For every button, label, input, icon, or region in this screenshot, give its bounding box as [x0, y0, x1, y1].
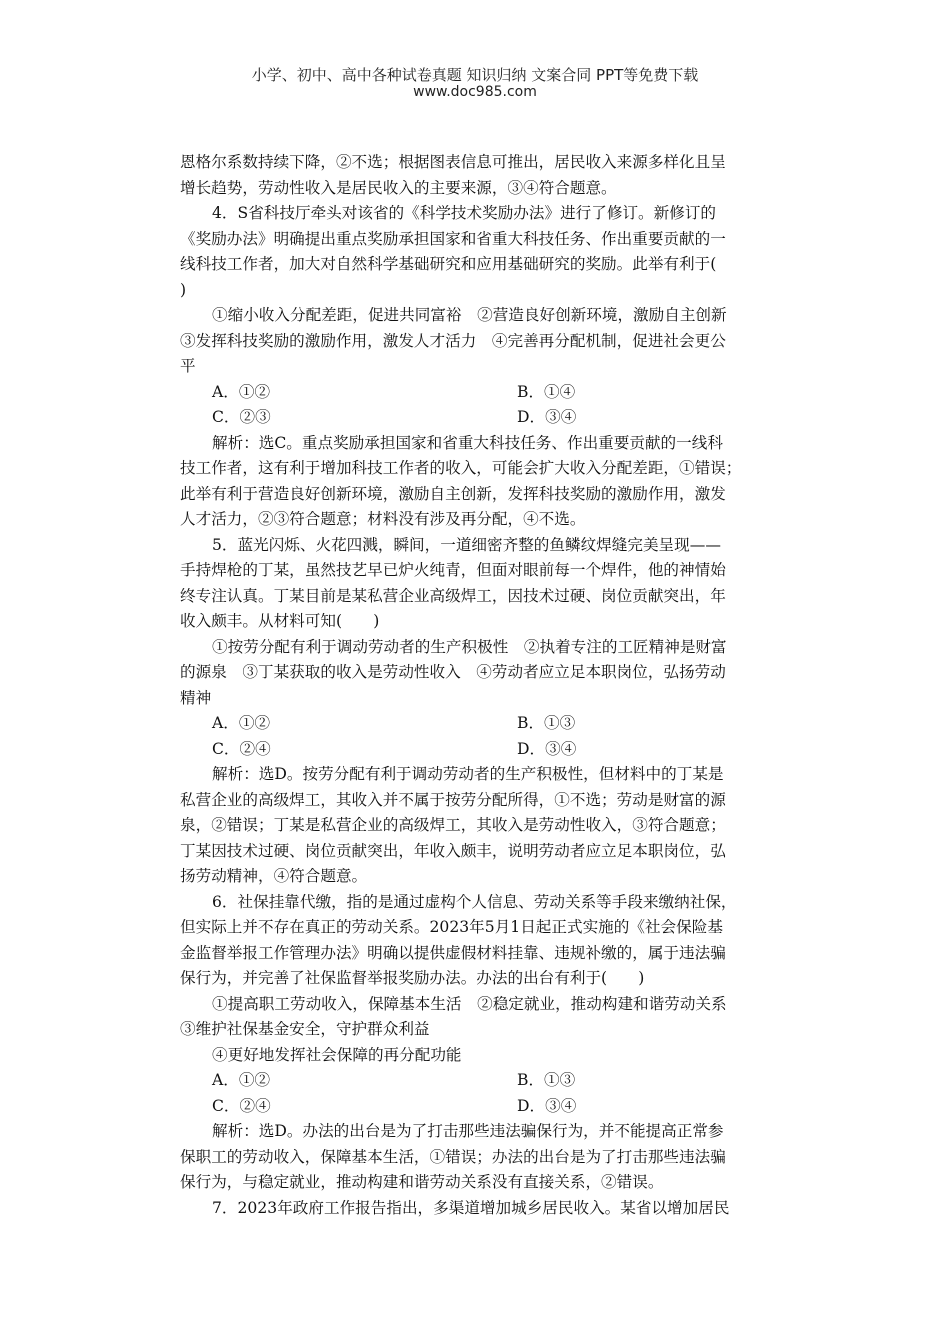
text-line: ) [180, 280, 187, 299]
statement-line: 的源泉 ③丁某获取的收入是劳动性收入 ④劳动者应立足本职岗位，弘扬劳动 [180, 663, 726, 681]
option-b: B．①③ [517, 714, 576, 732]
text-line: 《奖励办法》明确提出重点奖励承担国家和省重大科技任务、作出重要贡献的一 [180, 229, 726, 248]
options-row [180, 380, 780, 406]
option-c: C．②④ [212, 1096, 271, 1115]
option-a: A．①② [212, 714, 271, 732]
question-6-stem: 6．社保挂靠代缴，指的是通过虚构个人信息、劳动关系等手段来缴纳社保， [212, 892, 737, 911]
question-7-stem: 7．2023年政府工作报告指出，多渠道增加城乡居民收入。某省以增加居民 [212, 1198, 730, 1217]
analysis-line: 技工作者，这有利于增加科技工作者的收入，可能会扩大收入分配差距，①错误； [180, 459, 742, 477]
statement-line: 平 [180, 357, 196, 375]
statement-line: ①缩小收入分配差距，促进共同富裕 ②营造良好创新环境，激励自主创新 [212, 306, 727, 324]
question-5-stem: 5．蓝光闪烁、火花四溅，瞬间，一道细密齐整的鱼鳞纹焊缝完美呈现—— [212, 535, 721, 554]
header-banner: 小学、初中、高中各种试卷真题 知识归纳 文案合同 PPT等免费下载 [251, 66, 699, 84]
text-line: 增长趋势，劳动性收入是居民收入的主要来源，③④符合题意。 [180, 178, 617, 197]
analysis-line: 私营企业的高级焊工，其收入并不属于按劳分配所得，①不选；劳动是财富的源 [180, 790, 726, 809]
text-line: 线科技工作者，加大对自然科学基础研究和应用基础研究的奖励。此举有利于( [180, 255, 717, 273]
option-d: D．③④ [517, 739, 577, 758]
option-d: D．③④ [517, 408, 577, 426]
analysis-line: 解析：选D。办法的出台是为了打击那些违法骗保行为，并不能提高正常参 [212, 1122, 724, 1140]
analysis-line: 保职工的劳动收入，保障基本生活，①错误；办法的出台是为了打击那些违法骗 [180, 1147, 726, 1166]
document-body [180, 150, 780, 1221]
options-row [180, 711, 780, 737]
statement-line: ③维护社保基金安全，守护群众利益 [180, 1020, 430, 1038]
option-a: A．①② [212, 382, 271, 401]
analysis-line: 丁某因技术过硬、岗位贡献突出，年收入颇丰，说明劳动者应立足本职岗位，弘 [180, 841, 726, 860]
analysis-line: 解析：选C。重点奖励承担国家和省重大科技任务、作出重要贡献的一线科 [212, 433, 723, 452]
option-c: C．②④ [212, 739, 271, 758]
analysis-line: 泉，②错误；丁某是私营企业的高级焊工，其收入是劳动性收入，③符合题意； [180, 816, 726, 834]
text-line: 但实际上并不存在真正的劳动关系。2023年5月1日起正式实施的《社会保险基 [180, 918, 723, 936]
analysis-line: 保行为，与稳定就业，推动构建和谐劳动关系没有直接关系，②错误。 [180, 1173, 664, 1191]
analysis-line: 此举有利于营造良好创新环境，激励自主创新，发挥科技奖励的激励作用，激发 [180, 484, 726, 503]
analysis-line: 解析：选D。按劳分配有利于调动劳动者的生产积极性，但材料中的丁某是 [212, 765, 724, 783]
options-row [180, 405, 780, 431]
text-line: 手持焊枪的丁某，虽然技艺早已炉火纯青，但面对眼前每一个焊件，他的神情始 [180, 561, 726, 579]
statement-line: 精神 [180, 688, 212, 707]
option-c: C．②③ [212, 408, 271, 426]
option-a: A．①② [212, 1071, 271, 1089]
option-d: D．③④ [517, 1096, 577, 1115]
option-b: B．①④ [517, 382, 576, 401]
header-url: www.doc985.com [413, 84, 537, 100]
text-line: 终专注认真。丁某目前是某私营企业高级焊工，因技术过硬、岗位贡献突出，年 [180, 586, 726, 605]
statement-line: ③发挥科技奖励的激励作用，激发人才活力 ④完善再分配机制，促进社会更公 [180, 331, 726, 350]
statement-line: ④更好地发挥社会保障的再分配功能 [212, 1045, 462, 1064]
options-row [180, 737, 780, 763]
text-line: 金监督举报工作管理办法》明确以提供虚假材料挂靠、违规补缴的，属于违法骗 [180, 943, 726, 962]
options-row [180, 1094, 780, 1120]
analysis-line: 人才活力，②③符合题意；材料没有涉及再分配，④不选。 [180, 510, 586, 528]
question-4-stem: 4．S省科技厅牵头对该省的《科学技术奖励办法》进行了修订。新修订的 [212, 204, 717, 222]
text-line: 保行为，并完善了社保监督举报奖励办法。办法的出台有利于( ) [180, 969, 645, 987]
text-line: 收入颇丰。从材料可知( ) [180, 612, 380, 630]
option-b: B．①③ [517, 1071, 576, 1089]
text-line: 恩格尔系数持续下降，②不选；根据图表信息可推出，居民收入来源多样化且呈 [180, 153, 726, 171]
statement-line: ①按劳分配有利于调动劳动者的生产积极性 ②执着专注的工匠精神是财富 [212, 637, 727, 656]
statement-line: ①提高职工劳动收入，保障基本生活 ②稳定就业，推动构建和谐劳动关系 [212, 994, 727, 1013]
analysis-line: 扬劳动精神，④符合题意。 [180, 867, 368, 885]
options-row [180, 1068, 780, 1094]
